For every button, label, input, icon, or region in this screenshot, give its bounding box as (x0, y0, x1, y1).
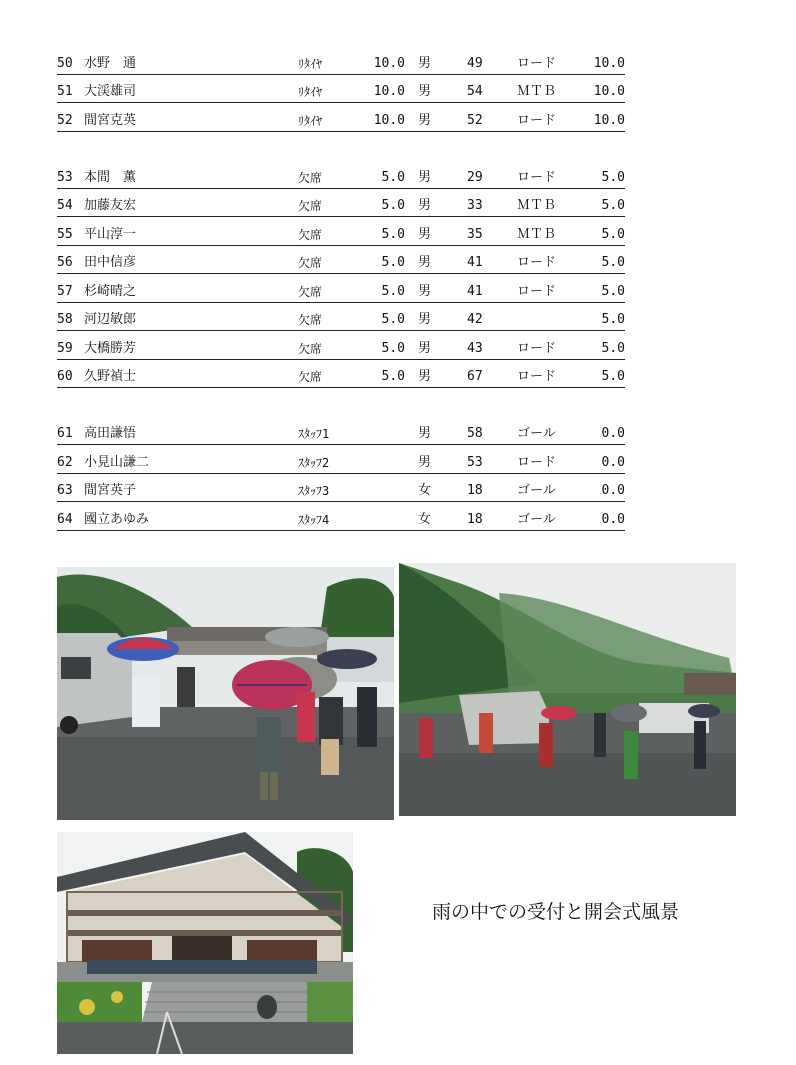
photo-mountain-parking (399, 563, 736, 816)
entry-points: 5.0 (601, 198, 625, 213)
entry-number: 61 (57, 426, 73, 441)
photo-lodge-building (57, 832, 353, 1054)
entry-points: 5.0 (601, 284, 625, 299)
entry-number: 56 (57, 255, 73, 270)
participant-age: 33 (467, 198, 483, 213)
bike-type: ロード (517, 341, 557, 356)
entry-score: 5.0 (381, 312, 405, 327)
participant-name: 田中信彦 (84, 255, 137, 270)
bike-type: ロード (517, 170, 557, 185)
participant-age: 52 (467, 113, 483, 128)
participant-sex: 男 (418, 369, 432, 384)
entry-points: 5.0 (601, 170, 625, 185)
participant-age: 49 (467, 56, 483, 71)
table-row (57, 310, 625, 331)
bike-type: ゴール (517, 483, 556, 498)
participant-name: 間宮英子 (84, 483, 137, 498)
participant-sex: 男 (418, 84, 432, 99)
bike-type: ＭＴＢ (517, 198, 557, 213)
entry-points: 5.0 (601, 227, 625, 242)
entry-points: 5.0 (601, 369, 625, 384)
participant-age: 58 (467, 426, 483, 441)
entry-points: 5.0 (601, 255, 625, 270)
participant-age: 41 (467, 255, 483, 270)
entry-score: 5.0 (381, 284, 405, 299)
bike-type: ＭＴＢ (517, 84, 557, 99)
entry-number: 58 (57, 312, 73, 327)
entry-number: 50 (57, 56, 73, 71)
entry-score: 5.0 (381, 198, 405, 213)
participant-name: 加藤友宏 (84, 198, 137, 213)
participant-name: 間宮克英 (84, 113, 137, 128)
entry-points: 10.0 (593, 84, 625, 99)
participant-name: 大橋勝芳 (84, 341, 137, 356)
entry-status: 欠席 (298, 313, 323, 327)
participant-name: 國立あゆみ (84, 512, 150, 527)
entry-status: ｽﾀｯﾌ1 (298, 427, 330, 441)
entry-points: 0.0 (601, 483, 625, 498)
table-row (57, 424, 625, 445)
table-row (57, 481, 625, 502)
participant-age: 35 (467, 227, 483, 242)
entry-score: 10.0 (373, 56, 405, 71)
participant-name: 水野 通 (84, 56, 137, 71)
entry-points: 5.0 (601, 312, 625, 327)
participant-age: 18 (467, 512, 483, 527)
table-row (57, 111, 625, 132)
entry-number: 60 (57, 369, 73, 384)
participant-age: 18 (467, 483, 483, 498)
participant-sex: 男 (418, 198, 432, 213)
participant-sex: 男 (418, 255, 432, 270)
entry-status: 欠席 (298, 285, 323, 299)
entry-points: 0.0 (601, 455, 625, 470)
bike-type: ロード (517, 284, 557, 299)
participant-age: 54 (467, 84, 483, 99)
participant-sex: 男 (418, 426, 432, 441)
entry-status: 欠席 (298, 370, 323, 384)
participant-sex: 男 (418, 227, 432, 242)
table-row (57, 196, 625, 217)
table-row (57, 82, 625, 103)
participant-sex: 男 (418, 312, 432, 327)
entry-points: 10.0 (593, 113, 625, 128)
table-row (57, 453, 625, 474)
participant-name: 杉崎晴之 (84, 284, 137, 299)
participant-sex: 男 (418, 341, 432, 356)
participant-age: 42 (467, 312, 483, 327)
bike-type: ロード (517, 455, 557, 470)
participant-name: 本間 薫 (84, 170, 137, 185)
entry-score: 10.0 (373, 113, 405, 128)
bike-type: ＭＴＢ (517, 227, 557, 242)
photo-reception-parking (57, 567, 394, 820)
bike-type: ロード (517, 369, 557, 384)
participant-name: 高田謙悟 (84, 426, 137, 441)
entry-score: 5.0 (381, 170, 405, 185)
entry-number: 63 (57, 483, 73, 498)
entry-number: 54 (57, 198, 73, 213)
participant-name: 久野禎士 (84, 369, 137, 384)
entry-score: 5.0 (381, 369, 405, 384)
table-row (57, 282, 625, 303)
entry-number: 52 (57, 113, 73, 128)
entry-score: 5.0 (381, 227, 405, 242)
entry-number: 53 (57, 170, 73, 185)
entry-status: ﾘﾀｲﾔ (298, 114, 323, 128)
table-row (57, 54, 625, 75)
entry-status: ｽﾀｯﾌ4 (298, 513, 330, 527)
table-row (57, 253, 625, 274)
participant-sex: 女 (418, 483, 432, 498)
entry-points: 10.0 (593, 56, 625, 71)
table-row (57, 367, 625, 388)
participant-sex: 男 (418, 113, 432, 128)
entry-status: 欠席 (298, 228, 323, 242)
participant-age: 41 (467, 284, 483, 299)
participant-sex: 男 (418, 170, 432, 185)
entry-number: 57 (57, 284, 73, 299)
entry-status: 欠席 (298, 256, 323, 270)
entry-status: ｽﾀｯﾌ2 (298, 456, 330, 470)
bike-type: ゴール (517, 426, 556, 441)
participant-sex: 女 (418, 512, 432, 527)
entry-status: ﾘﾀｲﾔ (298, 57, 323, 71)
participant-name: 大渓雄司 (84, 84, 137, 99)
participant-age: 29 (467, 170, 483, 185)
bike-type: ロード (517, 113, 557, 128)
entry-score: 5.0 (381, 255, 405, 270)
entry-status: ﾘﾀｲﾔ (298, 85, 323, 99)
entry-points: 0.0 (601, 512, 625, 527)
table-row (57, 168, 625, 189)
entry-number: 59 (57, 341, 73, 356)
bike-type: ゴール (517, 512, 556, 527)
entry-number: 55 (57, 227, 73, 242)
table-row (57, 225, 625, 246)
participant-age: 53 (467, 455, 483, 470)
entry-number: 64 (57, 512, 73, 527)
participant-name: 小見山謙二 (84, 455, 150, 470)
table-row (57, 339, 625, 360)
participant-name: 河辺敏郎 (84, 312, 137, 327)
entry-score: 10.0 (373, 84, 405, 99)
entry-points: 5.0 (601, 341, 625, 356)
participant-sex: 男 (418, 56, 432, 71)
entry-number: 62 (57, 455, 73, 470)
bike-type: ロード (517, 56, 557, 71)
entry-points: 0.0 (601, 426, 625, 441)
participant-sex: 男 (418, 284, 432, 299)
participant-sex: 男 (418, 455, 432, 470)
participant-name: 平山淳一 (84, 227, 137, 242)
photo-caption: 雨の中での受付と開会式風景 (432, 901, 680, 923)
entry-status: 欠席 (298, 171, 323, 185)
entry-status: 欠席 (298, 342, 323, 356)
entry-score: 5.0 (381, 341, 405, 356)
bike-type: ロード (517, 255, 557, 270)
entry-status: 欠席 (298, 199, 323, 213)
entry-number: 51 (57, 84, 73, 99)
participant-age: 43 (467, 341, 483, 356)
participant-age: 67 (467, 369, 483, 384)
entry-status: ｽﾀｯﾌ3 (298, 484, 330, 498)
table-row (57, 510, 625, 531)
